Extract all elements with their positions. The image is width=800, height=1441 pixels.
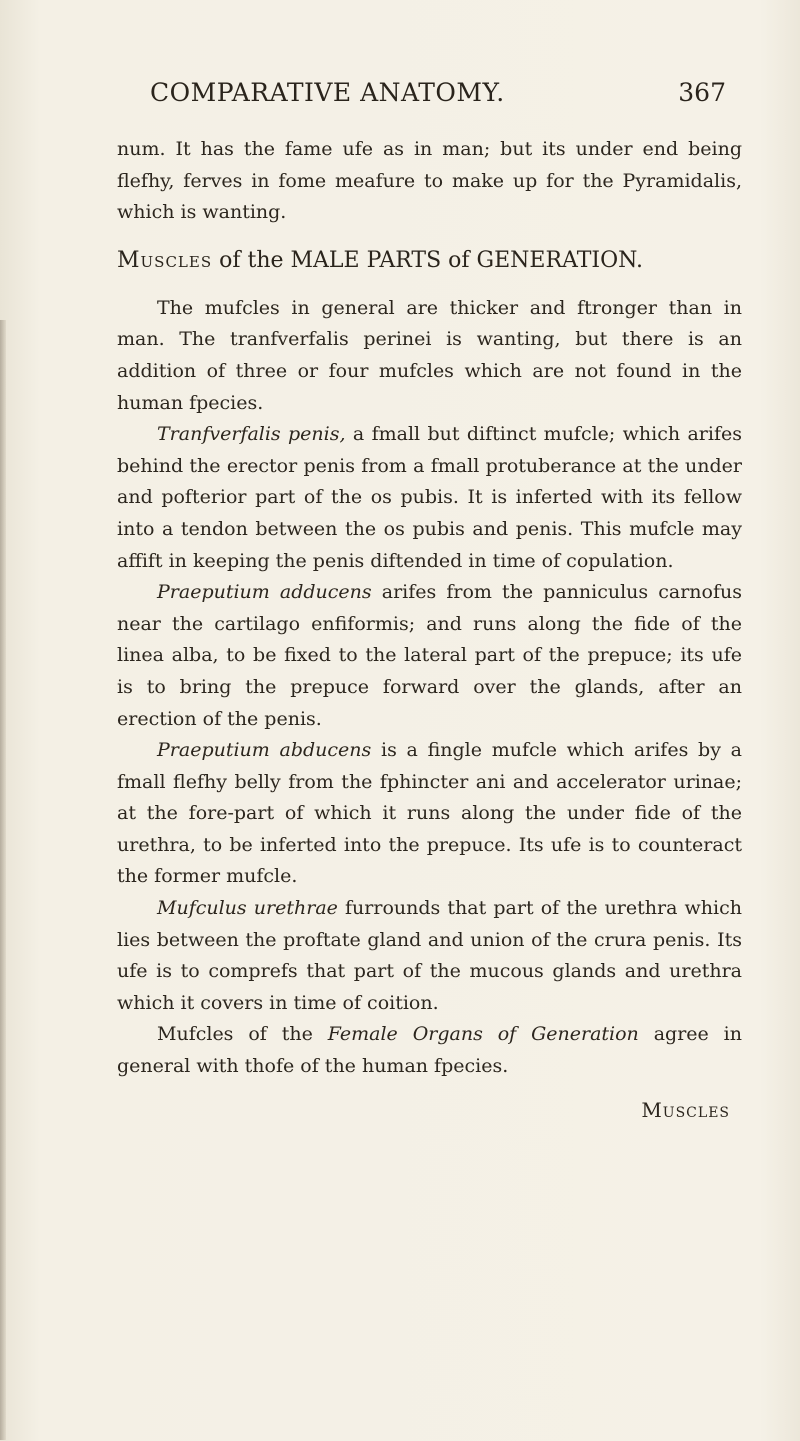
- term-transversalis-penis: Tranfverfalis penis,: [157, 423, 346, 446]
- term-praeputium-abducens: Praeputium abducens: [157, 739, 372, 762]
- text-transversalis-penis: a fmall but diftinct mufcle; which arifes behind the erector penis from a fmall protuberance at the under and pofterior part of the os pubis. It is inferted with its fellow into a tendon between the os pubis and penis. This mufcle may affift in keeping the penis diftended in time of copulation.: [117, 423, 742, 572]
- paragraph-praeputium-abducens: [117, 735, 742, 893]
- page-header: [150, 78, 730, 112]
- text-praeputium-abducens: is a fingle mufcle which arifes by a fmall flefhy belly from the fphincter ani and accelerator urinae; at the fore-part of which it runs along the under fide of the urethra, to be inferted into the prepuce. Its ufe is to counteract the former mufcle.: [117, 739, 742, 888]
- paragraph-praeputium-adducens: [117, 577, 742, 735]
- section-heading-first-word: Muscles: [117, 247, 213, 273]
- term-female-organs: Female Organs of Generation: [327, 1023, 639, 1046]
- paragraph-continuation: num. It has the fame ufe as in man; but its under end being flefhy, ferves in fome meafure to make up for the Pyramidalis, which is wanting.: [117, 138, 742, 224]
- term-musculus-urethrae: Mufculus urethrae: [157, 897, 338, 920]
- section-heading-rest: of the MALE PARTS of GENERATION.: [212, 247, 643, 273]
- text-musculus-urethrae: furrounds that part of the urethra which lies between the proftate gland and union of the crura penis. Its ufe is to comprefs that part of the mucous glands and urethra which it covers in time of coition.: [117, 897, 743, 1014]
- catchword: Muscles: [641, 1097, 730, 1122]
- lead-female-organs: Mufcles of the: [157, 1023, 328, 1046]
- page-number: 367: [678, 78, 726, 107]
- text-female-organs: agree in general with thofe of the human fpecies.: [117, 1023, 742, 1078]
- paragraph-general: The mufcles in general are thicker and ftronger than in man. The tranfverfalis perinei is wanting, but there is an addition of three or four mufcles which are not found in the human fpecies.: [117, 296, 742, 414]
- section-heading: [117, 245, 742, 277]
- binding-edge: [0, 320, 6, 1440]
- body-text: [117, 134, 742, 1126]
- term-praeputium-adducens: Praeputium adducens: [157, 581, 372, 604]
- text-praeputium-adducens: arifes from the panniculus carnofus near the cartilago enfiformis; and runs along the fide of the linea alba, to be fixed to the lateral part of the prepuce; its ufe is to bring the prepuce forward over the glands, after an erection of the penis.: [117, 581, 742, 730]
- paragraph-musculus-urethrae: [117, 893, 742, 1019]
- paragraph-female-organs: [117, 1019, 742, 1082]
- paragraph-transversalis-penis: [117, 419, 742, 577]
- running-title: COMPARATIVE ANATOMY.: [150, 78, 505, 107]
